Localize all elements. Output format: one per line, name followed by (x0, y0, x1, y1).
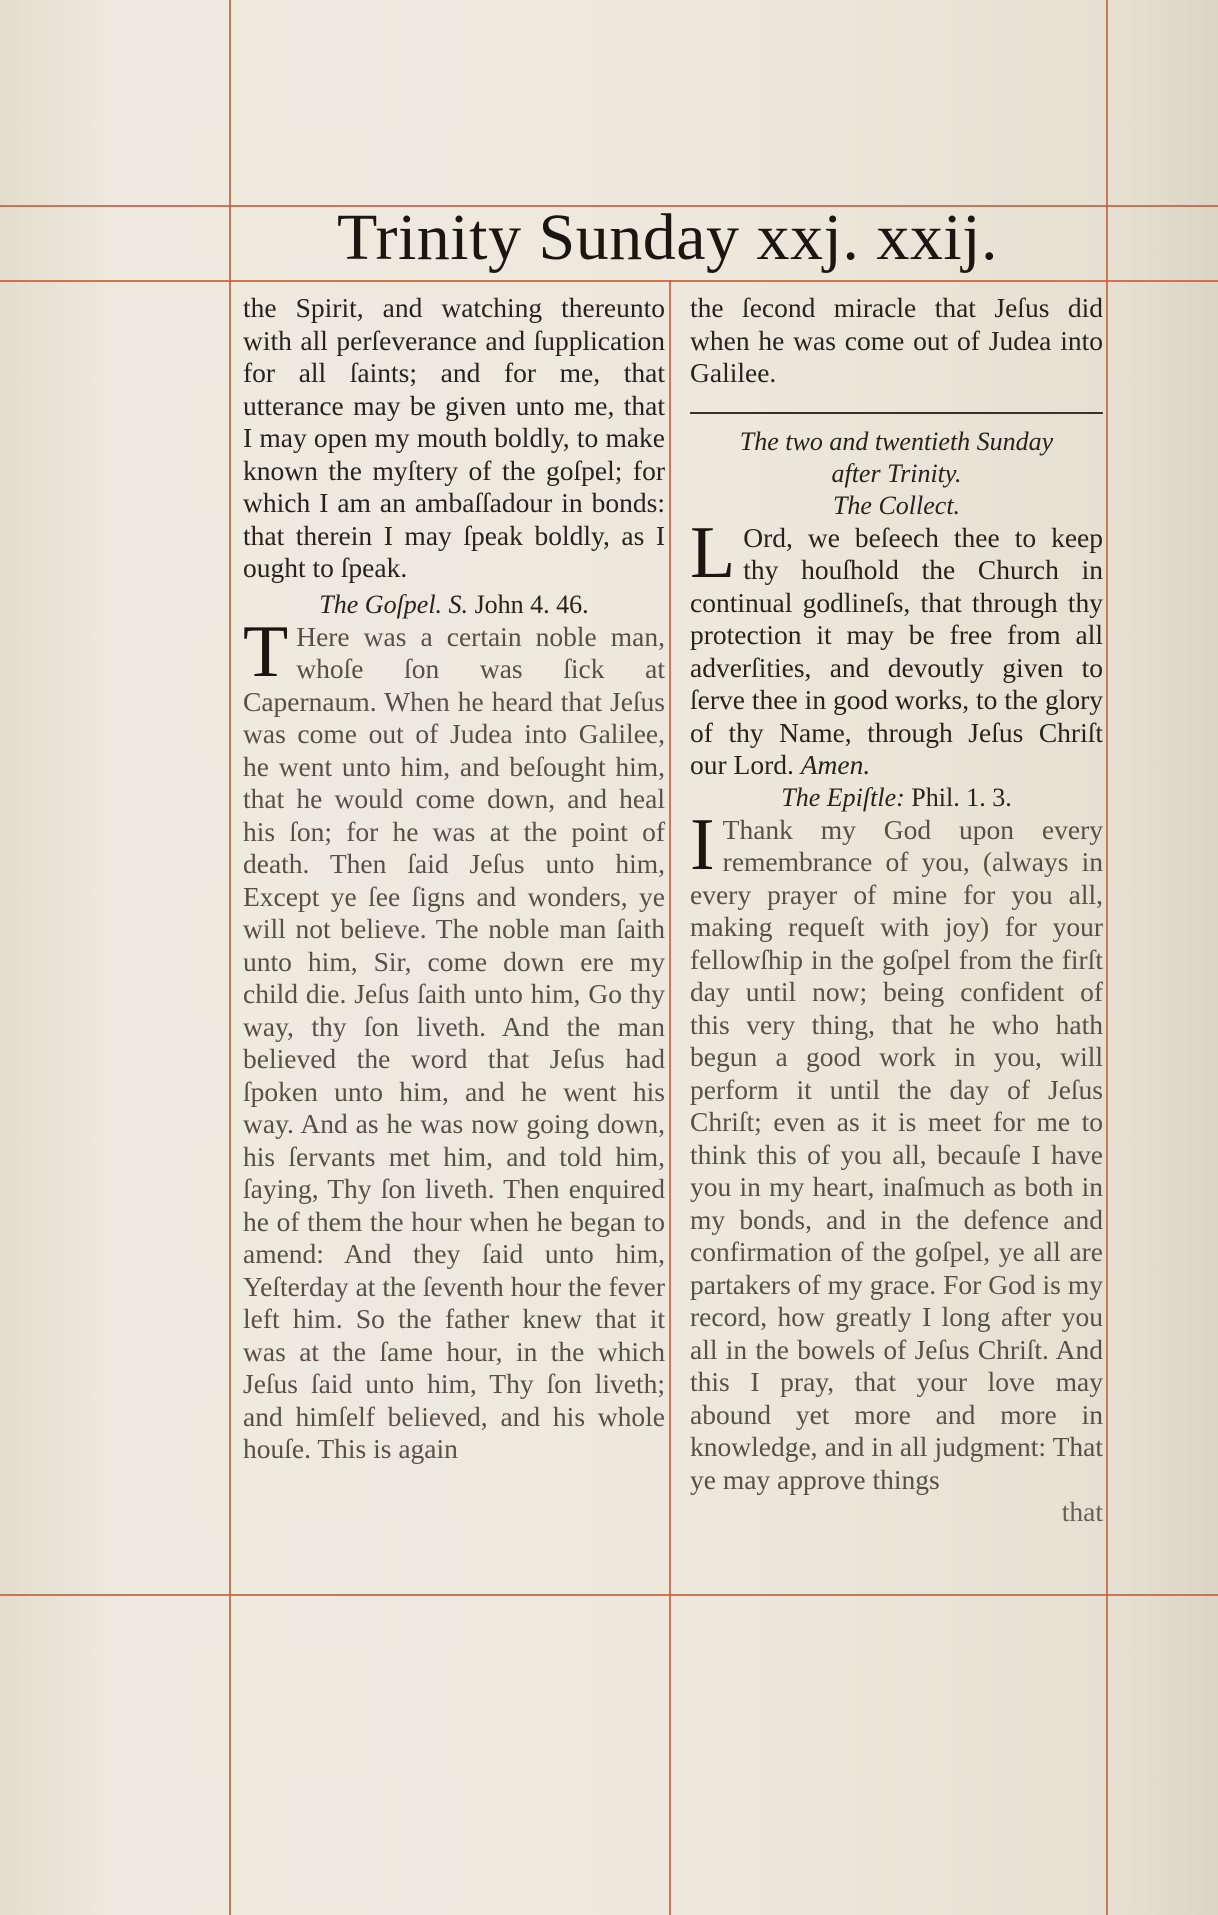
collect-amen: Amen. (800, 749, 871, 780)
gospel-reference: John 4. 46. (474, 589, 589, 619)
collect-paragraph: Ord, we beſeech thee to keep thy houſhold the Church in continual godlineſs, that through thy protection it may be free from all adverſities, and devoutly given to ſerve thee in good works, to the glory of thy Name, through Jeſus Chriſt our Lord. (690, 521, 1103, 780)
epistle-paragraph: Thank my God upon every remembrance of you, (always in every prayer of mine for you all, making requeſt with joy) for your fellowſhip in the goſpel from the firſt day until now; being confident of this very thing, that he who hath begun a good work in you, will perform it until the day of Jeſus Chriſt; even as it is meet for me to think this of you all, becauſe I have you in my heart, inaſmuch as both in my bonds, and in the defence and confirmation of the goſpel, ye all are partakers of my grace. For God is my record, how greatly I long after you all in the bowels of Jeſus Chriſt. And this I pray, that your love may abound yet more and more in knowledge, and in all judgment: That ye may approve things (690, 813, 1103, 1495)
gospel-heading (243, 589, 665, 621)
epistle-text (690, 803, 1103, 1497)
gospel-paragraph: Here was a certain noble man, whoſe ſon was ſick at Capernaum. When he heard that Jeſus was come out of Judea into Galilee, he went unto him, and beſought him, that he would come down, and heal his ſon; for he was at the point of death. Then ſaid Jeſus unto him, Except ye ſee ſigns and wonders, ye will not believe. The noble man ſaith unto him, Sir, come down ere my child die. Jeſus ſaith unto him, Go thy way, thy ſon liveth. And the man believed the word that Jeſus had ſpoken unto him, and he went his way. And as he was now going down, his ſervants met him, and told him, ſaying, Thy ſon liveth. Then enquired he of them the hour when he began to amend: And they ſaid unto him, Yeſterday at the ſeventh hour the fever left him. So the father knew that it was at the ſame hour, in the which Jeſus ſaid unto him, Thy ſon liveth; and himſelf believed, and his whole houſe. This is again (243, 620, 665, 1464)
sunday-heading-line-2: after Trinity. (831, 458, 962, 488)
section-divider (690, 412, 1103, 414)
epistle-heading-label: The Epiſtle: (781, 782, 905, 812)
right-paragraph-1: the ſecond miracle that Jeſus did when he was come out of Judea into Galilee. (690, 292, 1103, 388)
epistle-dropcap: I (690, 803, 715, 886)
left-column (243, 292, 665, 1466)
rule-left-margin (229, 0, 231, 1915)
collect-heading: The Collect. (832, 490, 961, 520)
left-paragraph-1: the Spirit, and watching thereunto with all perſeverance and ſupplication for all ſaints; and for me, that utterance may be given unto me, that I may open my mouth boldly, to make known the myſtery of the goſpel; for which I am an ambaſſadour in bonds: that therein I may ſpeak boldly, as I ought to ſpeak. (243, 292, 665, 583)
rule-under-title (0, 280, 1218, 282)
rule-bottom (0, 1594, 1218, 1596)
epistle-heading (690, 782, 1103, 814)
sunday-heading-line-1: The two and twentieth Sunday (739, 426, 1054, 456)
gospel-dropcap: T (243, 610, 289, 693)
rule-right-margin (1106, 0, 1108, 1915)
epistle-reference: Phil. 1. 3. (911, 782, 1012, 812)
page-title: Trinity Sunday xxj. xxij. (337, 201, 998, 274)
right-column (690, 292, 1103, 1529)
gospel-text (243, 610, 665, 1466)
rule-center (669, 280, 671, 1915)
collect-text (690, 511, 1103, 782)
collect-dropcap: L (690, 511, 736, 594)
catchword: that (1061, 1496, 1103, 1527)
gospel-heading-label: The Goſpel. S. (319, 589, 469, 619)
